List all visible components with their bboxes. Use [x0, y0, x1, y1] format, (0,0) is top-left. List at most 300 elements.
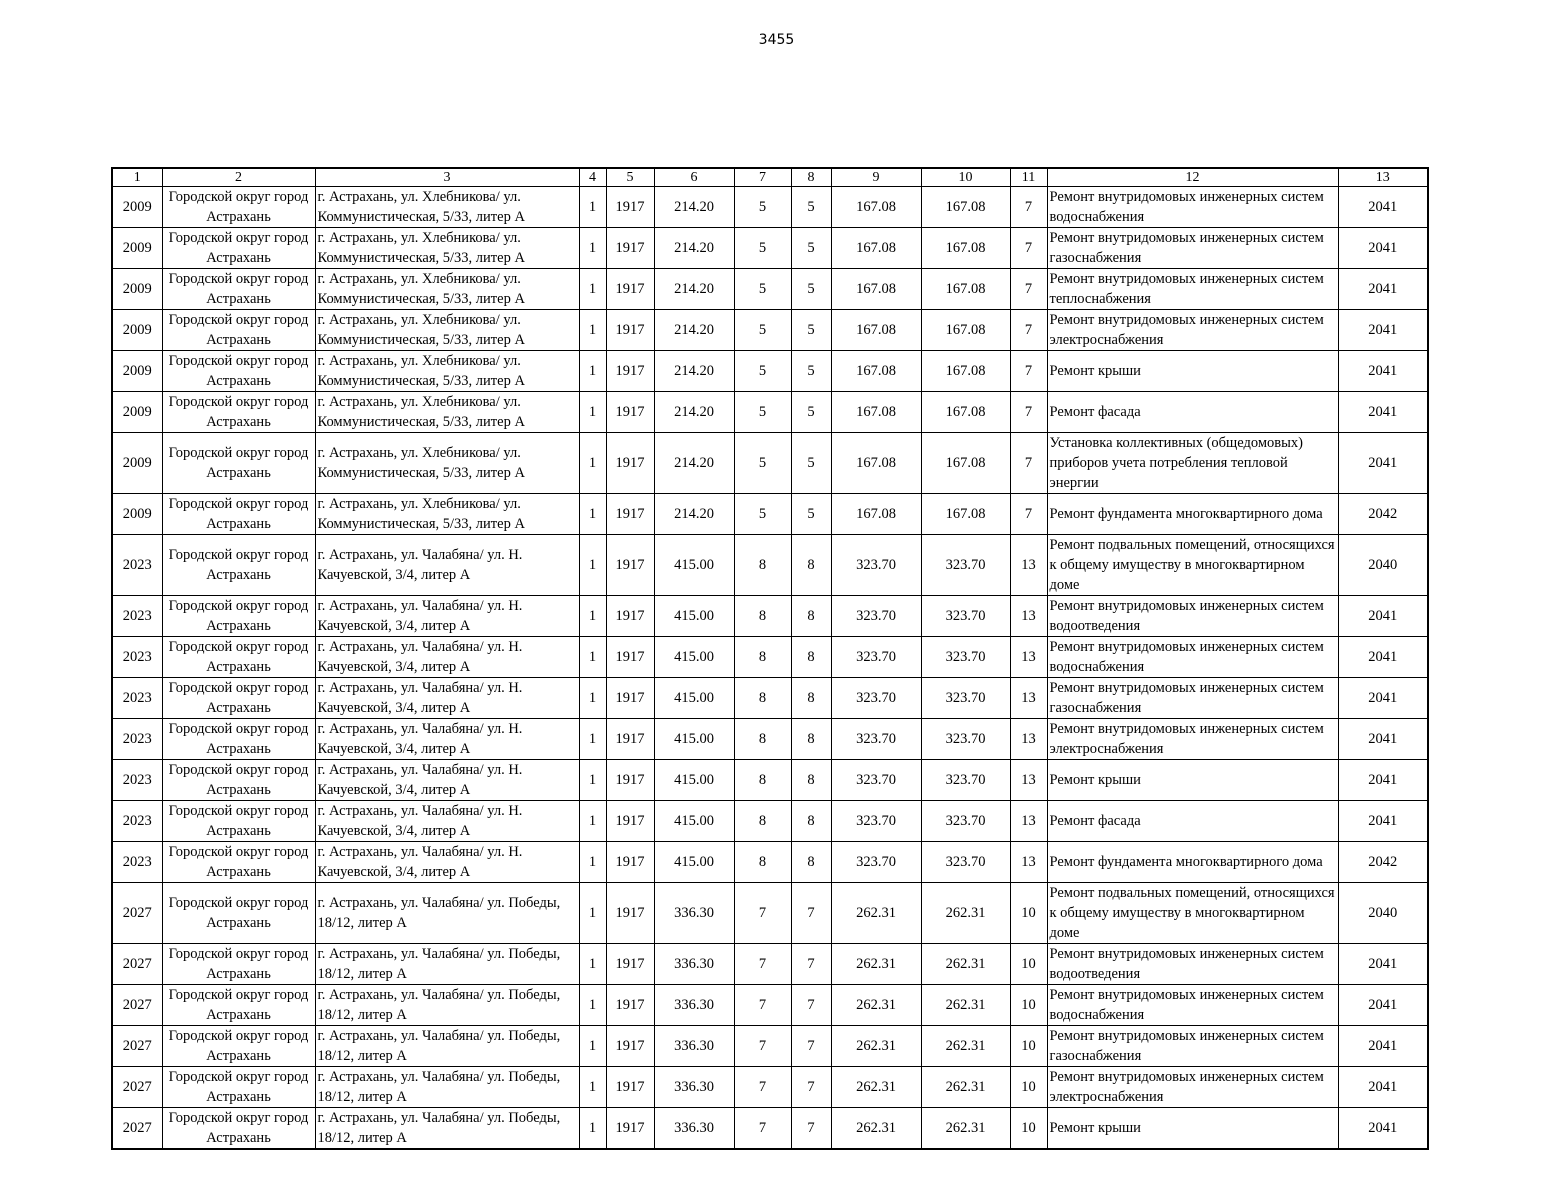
cell-house-id: 2023 [112, 596, 162, 637]
cell-total-area: 415.00 [654, 535, 734, 596]
cell-address: г. Астрахань, ул. Хлебникова/ ул. Коммунистическая, 5/33, литер А [315, 433, 579, 494]
cell-total-area: 214.20 [654, 351, 734, 392]
cell-address: г. Астрахань, ул. Чалабяна/ ул. Н. Качуевской, 3/4, литер А [315, 760, 579, 801]
cell-apartments-residential: 8 [791, 678, 831, 719]
cell-house-id: 2009 [112, 494, 162, 535]
cell-residential-area-private: 167.08 [921, 351, 1010, 392]
cell-apartments-residential: 8 [791, 801, 831, 842]
cell-address: г. Астрахань, ул. Чалабяна/ ул. Победы, 18/12, литер А [315, 985, 579, 1026]
cell-municipality: Городской округ город Астрахань [162, 801, 315, 842]
cell-residential-area-private: 323.70 [921, 719, 1010, 760]
cell-residential-area: 167.08 [831, 433, 921, 494]
cell-residential-area-private: 323.70 [921, 801, 1010, 842]
cell-residents-count: 7 [1010, 269, 1047, 310]
cell-year-built: 1917 [606, 535, 654, 596]
cell-planned-year: 2041 [1338, 985, 1428, 1026]
cell-buildings-count: 1 [579, 269, 606, 310]
table-row [112, 494, 1428, 535]
cell-apartments-residential: 7 [791, 985, 831, 1026]
cell-apartments-residential: 5 [791, 187, 831, 228]
cell-address: г. Астрахань, ул. Чалабяна/ ул. Победы, 18/12, литер А [315, 944, 579, 985]
cell-apartments-total: 5 [734, 494, 791, 535]
cell-municipality: Городской округ город Астрахань [162, 433, 315, 494]
cell-planned-year: 2041 [1338, 678, 1428, 719]
cell-residential-area-private: 167.08 [921, 310, 1010, 351]
cell-house-id: 2009 [112, 187, 162, 228]
cell-house-id: 2023 [112, 801, 162, 842]
cell-residential-area: 262.31 [831, 1026, 921, 1067]
cell-residents-count: 7 [1010, 392, 1047, 433]
table-row [112, 637, 1428, 678]
cell-year-built: 1917 [606, 494, 654, 535]
cell-municipality: Городской округ город Астрахань [162, 985, 315, 1026]
cell-residents-count: 10 [1010, 1026, 1047, 1067]
cell-residents-count: 7 [1010, 351, 1047, 392]
cell-buildings-count: 1 [579, 842, 606, 883]
cell-residential-area: 167.08 [831, 310, 921, 351]
cell-work-type: Ремонт внутридомовых инженерных систем водоотведения [1047, 596, 1338, 637]
table-row [112, 392, 1428, 433]
cell-residential-area: 323.70 [831, 637, 921, 678]
cell-residential-area: 262.31 [831, 944, 921, 985]
cell-apartments-total: 5 [734, 310, 791, 351]
table-row [112, 985, 1428, 1026]
cell-residential-area-private: 323.70 [921, 596, 1010, 637]
cell-apartments-total: 7 [734, 944, 791, 985]
cell-year-built: 1917 [606, 719, 654, 760]
cell-year-built: 1917 [606, 1108, 654, 1150]
cell-residential-area-private: 262.31 [921, 985, 1010, 1026]
cell-house-id: 2009 [112, 351, 162, 392]
cell-apartments-residential: 7 [791, 883, 831, 944]
cell-residential-area: 323.70 [831, 801, 921, 842]
cell-total-area: 214.20 [654, 228, 734, 269]
cell-address: г. Астрахань, ул. Чалабяна/ ул. Н. Качуевской, 3/4, литер А [315, 801, 579, 842]
cell-residential-area-private: 323.70 [921, 678, 1010, 719]
cell-residents-count: 13 [1010, 801, 1047, 842]
column-header: 4 [579, 168, 606, 187]
cell-buildings-count: 1 [579, 719, 606, 760]
cell-total-area: 415.00 [654, 719, 734, 760]
cell-residential-area: 167.08 [831, 228, 921, 269]
cell-residential-area-private: 262.31 [921, 1026, 1010, 1067]
cell-work-type: Ремонт фасада [1047, 801, 1338, 842]
cell-year-built: 1917 [606, 351, 654, 392]
cell-residential-area: 167.08 [831, 392, 921, 433]
cell-buildings-count: 1 [579, 433, 606, 494]
cell-total-area: 214.20 [654, 494, 734, 535]
cell-address: г. Астрахань, ул. Хлебникова/ ул. Коммунистическая, 5/33, литер А [315, 392, 579, 433]
table-row [112, 596, 1428, 637]
cell-apartments-total: 8 [734, 596, 791, 637]
cell-apartments-total: 7 [734, 1067, 791, 1108]
cell-apartments-residential: 5 [791, 310, 831, 351]
column-header: 11 [1010, 168, 1047, 187]
cell-municipality: Городской округ город Астрахань [162, 310, 315, 351]
cell-work-type: Ремонт внутридомовых инженерных систем электроснабжения [1047, 719, 1338, 760]
cell-total-area: 214.20 [654, 310, 734, 351]
cell-residents-count: 10 [1010, 883, 1047, 944]
cell-work-type: Ремонт крыши [1047, 760, 1338, 801]
cell-total-area: 415.00 [654, 760, 734, 801]
cell-work-type: Ремонт внутридомовых инженерных систем водоснабжения [1047, 985, 1338, 1026]
cell-residential-area: 323.70 [831, 760, 921, 801]
cell-apartments-total: 7 [734, 883, 791, 944]
cell-total-area: 415.00 [654, 637, 734, 678]
cell-year-built: 1917 [606, 1026, 654, 1067]
cell-residential-area-private: 167.08 [921, 187, 1010, 228]
cell-work-type: Ремонт внутридомовых инженерных систем газоснабжения [1047, 228, 1338, 269]
cell-house-id: 2023 [112, 719, 162, 760]
cell-year-built: 1917 [606, 637, 654, 678]
cell-house-id: 2023 [112, 637, 162, 678]
cell-address: г. Астрахань, ул. Чалабяна/ ул. Н. Качуевской, 3/4, литер А [315, 637, 579, 678]
cell-planned-year: 2041 [1338, 351, 1428, 392]
cell-municipality: Городской округ город Астрахань [162, 637, 315, 678]
cell-year-built: 1917 [606, 187, 654, 228]
cell-apartments-residential: 5 [791, 269, 831, 310]
cell-residential-area-private: 167.08 [921, 494, 1010, 535]
table-body [112, 187, 1428, 1150]
cell-residential-area-private: 262.31 [921, 883, 1010, 944]
cell-municipality: Городской округ город Астрахань [162, 1108, 315, 1150]
table-row [112, 433, 1428, 494]
cell-apartments-total: 5 [734, 187, 791, 228]
cell-municipality: Городской округ город Астрахань [162, 842, 315, 883]
cell-apartments-residential: 5 [791, 433, 831, 494]
cell-total-area: 336.30 [654, 944, 734, 985]
cell-residents-count: 13 [1010, 637, 1047, 678]
column-header: 3 [315, 168, 579, 187]
cell-address: г. Астрахань, ул. Чалабяна/ ул. Победы, 18/12, литер А [315, 1026, 579, 1067]
cell-residents-count: 10 [1010, 985, 1047, 1026]
cell-apartments-total: 7 [734, 985, 791, 1026]
cell-work-type: Ремонт внутридомовых инженерных систем электроснабжения [1047, 1067, 1338, 1108]
cell-house-id: 2023 [112, 535, 162, 596]
cell-municipality: Городской округ город Астрахань [162, 760, 315, 801]
cell-year-built: 1917 [606, 433, 654, 494]
cell-year-built: 1917 [606, 1067, 654, 1108]
cell-year-built: 1917 [606, 310, 654, 351]
cell-address: г. Астрахань, ул. Чалабяна/ ул. Победы, 18/12, литер А [315, 1108, 579, 1150]
cell-planned-year: 2041 [1338, 1026, 1428, 1067]
cell-apartments-residential: 5 [791, 392, 831, 433]
cell-residential-area: 167.08 [831, 269, 921, 310]
cell-residential-area-private: 167.08 [921, 433, 1010, 494]
cell-apartments-residential: 7 [791, 1108, 831, 1150]
cell-planned-year: 2041 [1338, 944, 1428, 985]
cell-municipality: Городской округ город Астрахань [162, 269, 315, 310]
cell-address: г. Астрахань, ул. Чалабяна/ ул. Победы, 18/12, литер А [315, 883, 579, 944]
cell-buildings-count: 1 [579, 596, 606, 637]
cell-buildings-count: 1 [579, 801, 606, 842]
cell-house-id: 2009 [112, 269, 162, 310]
cell-total-area: 214.20 [654, 433, 734, 494]
cell-address: г. Астрахань, ул. Хлебникова/ ул. Коммунистическая, 5/33, литер А [315, 494, 579, 535]
cell-house-id: 2027 [112, 1067, 162, 1108]
cell-residential-area: 167.08 [831, 494, 921, 535]
cell-apartments-residential: 5 [791, 494, 831, 535]
cell-residential-area-private: 323.70 [921, 637, 1010, 678]
cell-total-area: 336.30 [654, 1108, 734, 1150]
cell-address: г. Астрахань, ул. Хлебникова/ ул. Коммунистическая, 5/33, литер А [315, 228, 579, 269]
cell-apartments-total: 7 [734, 1108, 791, 1150]
cell-buildings-count: 1 [579, 535, 606, 596]
cell-work-type: Ремонт крыши [1047, 351, 1338, 392]
cell-residents-count: 7 [1010, 310, 1047, 351]
cell-planned-year: 2042 [1338, 494, 1428, 535]
cell-house-id: 2023 [112, 760, 162, 801]
cell-planned-year: 2041 [1338, 310, 1428, 351]
column-header: 8 [791, 168, 831, 187]
cell-buildings-count: 1 [579, 944, 606, 985]
cell-residential-area-private: 262.31 [921, 1067, 1010, 1108]
cell-total-area: 214.20 [654, 269, 734, 310]
cell-apartments-total: 5 [734, 392, 791, 433]
table-row [112, 719, 1428, 760]
cell-apartments-residential: 5 [791, 351, 831, 392]
column-header: 2 [162, 168, 315, 187]
cell-year-built: 1917 [606, 678, 654, 719]
cell-house-id: 2009 [112, 433, 162, 494]
cell-planned-year: 2041 [1338, 719, 1428, 760]
cell-residents-count: 7 [1010, 187, 1047, 228]
column-header: 1 [112, 168, 162, 187]
cell-apartments-residential: 8 [791, 760, 831, 801]
cell-year-built: 1917 [606, 842, 654, 883]
cell-year-built: 1917 [606, 392, 654, 433]
cell-total-area: 336.30 [654, 883, 734, 944]
cell-year-built: 1917 [606, 596, 654, 637]
cell-year-built: 1917 [606, 760, 654, 801]
cell-apartments-total: 5 [734, 351, 791, 392]
cell-residential-area-private: 262.31 [921, 944, 1010, 985]
cell-residential-area-private: 323.70 [921, 535, 1010, 596]
cell-apartments-total: 8 [734, 637, 791, 678]
cell-residential-area-private: 262.31 [921, 1108, 1010, 1150]
cell-house-id: 2027 [112, 985, 162, 1026]
cell-apartments-residential: 5 [791, 228, 831, 269]
table-row [112, 1026, 1428, 1067]
cell-address: г. Астрахань, ул. Чалабяна/ ул. Победы, 18/12, литер А [315, 1067, 579, 1108]
cell-year-built: 1917 [606, 801, 654, 842]
cell-planned-year: 2041 [1338, 1067, 1428, 1108]
cell-total-area: 415.00 [654, 678, 734, 719]
cell-residential-area: 262.31 [831, 1108, 921, 1150]
cell-address: г. Астрахань, ул. Чалабяна/ ул. Н. Качуевской, 3/4, литер А [315, 596, 579, 637]
column-header: 6 [654, 168, 734, 187]
cell-residents-count: 13 [1010, 596, 1047, 637]
table-row [112, 1067, 1428, 1108]
cell-buildings-count: 1 [579, 1026, 606, 1067]
cell-apartments-total: 7 [734, 1026, 791, 1067]
cell-residential-area: 323.70 [831, 842, 921, 883]
table-row [112, 842, 1428, 883]
cell-buildings-count: 1 [579, 228, 606, 269]
cell-municipality: Городской округ город Астрахань [162, 494, 315, 535]
table-row [112, 535, 1428, 596]
cell-residential-area: 262.31 [831, 883, 921, 944]
table-row [112, 883, 1428, 944]
cell-house-id: 2023 [112, 678, 162, 719]
cell-planned-year: 2041 [1338, 1108, 1428, 1150]
cell-house-id: 2027 [112, 883, 162, 944]
cell-house-id: 2027 [112, 1026, 162, 1067]
cell-residential-area: 262.31 [831, 1067, 921, 1108]
cell-planned-year: 2041 [1338, 187, 1428, 228]
cell-planned-year: 2042 [1338, 842, 1428, 883]
cell-municipality: Городской округ город Астрахань [162, 392, 315, 433]
cell-planned-year: 2041 [1338, 596, 1428, 637]
column-header: 10 [921, 168, 1010, 187]
table-row [112, 801, 1428, 842]
cell-total-area: 336.30 [654, 985, 734, 1026]
cell-apartments-total: 8 [734, 760, 791, 801]
cell-residents-count: 7 [1010, 433, 1047, 494]
cell-buildings-count: 1 [579, 187, 606, 228]
cell-apartments-total: 8 [734, 842, 791, 883]
cell-apartments-total: 5 [734, 228, 791, 269]
table-row [112, 678, 1428, 719]
table-row [112, 1108, 1428, 1150]
cell-residential-area-private: 323.70 [921, 842, 1010, 883]
cell-apartments-residential: 8 [791, 719, 831, 760]
cell-buildings-count: 1 [579, 985, 606, 1026]
cell-total-area: 214.20 [654, 187, 734, 228]
cell-apartments-total: 5 [734, 269, 791, 310]
cell-house-id: 2023 [112, 842, 162, 883]
cell-municipality: Городской округ город Астрахань [162, 228, 315, 269]
cell-municipality: Городской округ город Астрахань [162, 187, 315, 228]
cell-total-area: 336.30 [654, 1026, 734, 1067]
cell-work-type: Ремонт подвальных помещений, относящихся к общему имуществу в многоквартирном доме [1047, 883, 1338, 944]
cell-residents-count: 10 [1010, 944, 1047, 985]
cell-address: г. Астрахань, ул. Хлебникова/ ул. Коммунистическая, 5/33, литер А [315, 187, 579, 228]
cell-residents-count: 7 [1010, 228, 1047, 269]
table-row [112, 187, 1428, 228]
cell-total-area: 336.30 [654, 1067, 734, 1108]
cell-residential-area: 323.70 [831, 678, 921, 719]
cell-year-built: 1917 [606, 944, 654, 985]
cell-address: г. Астрахань, ул. Чалабяна/ ул. Н. Качуевской, 3/4, литер А [315, 842, 579, 883]
cell-house-id: 2009 [112, 310, 162, 351]
cell-municipality: Городской округ город Астрахань [162, 944, 315, 985]
cell-planned-year: 2041 [1338, 433, 1428, 494]
cell-total-area: 415.00 [654, 801, 734, 842]
cell-work-type: Ремонт внутридомовых инженерных систем теплоснабжения [1047, 269, 1338, 310]
page-number: 3455 [758, 32, 795, 48]
cell-residents-count: 7 [1010, 494, 1047, 535]
cell-residents-count: 13 [1010, 678, 1047, 719]
cell-residential-area-private: 167.08 [921, 269, 1010, 310]
cell-buildings-count: 1 [579, 351, 606, 392]
cell-address: г. Астрахань, ул. Хлебникова/ ул. Коммунистическая, 5/33, литер А [315, 269, 579, 310]
cell-work-type: Установка коллективных (общедомовых) приборов учета потребления тепловой энергии [1047, 433, 1338, 494]
cell-work-type: Ремонт внутридомовых инженерных систем газоснабжения [1047, 678, 1338, 719]
table-row [112, 351, 1428, 392]
table-row [112, 228, 1428, 269]
cell-residents-count: 10 [1010, 1067, 1047, 1108]
cell-residential-area: 167.08 [831, 351, 921, 392]
cell-buildings-count: 1 [579, 392, 606, 433]
cell-year-built: 1917 [606, 269, 654, 310]
column-header: 7 [734, 168, 791, 187]
cell-municipality: Городской округ город Астрахань [162, 596, 315, 637]
cell-residents-count: 13 [1010, 842, 1047, 883]
cell-work-type: Ремонт внутридомовых инженерных систем газоснабжения [1047, 1026, 1338, 1067]
cell-buildings-count: 1 [579, 760, 606, 801]
cell-municipality: Городской округ город Астрахань [162, 678, 315, 719]
cell-municipality: Городской округ город Астрахань [162, 883, 315, 944]
cell-planned-year: 2040 [1338, 535, 1428, 596]
cell-planned-year: 2041 [1338, 760, 1428, 801]
cell-work-type: Ремонт внутридомовых инженерных систем электроснабжения [1047, 310, 1338, 351]
column-header: 12 [1047, 168, 1338, 187]
cell-municipality: Городской округ город Астрахань [162, 1026, 315, 1067]
cell-residential-area: 323.70 [831, 535, 921, 596]
cell-apartments-total: 8 [734, 801, 791, 842]
cell-year-built: 1917 [606, 883, 654, 944]
cell-work-type: Ремонт крыши [1047, 1108, 1338, 1150]
cell-house-id: 2027 [112, 944, 162, 985]
cell-residential-area: 323.70 [831, 719, 921, 760]
cell-apartments-residential: 8 [791, 535, 831, 596]
cell-planned-year: 2041 [1338, 269, 1428, 310]
cell-residents-count: 13 [1010, 535, 1047, 596]
cell-address: г. Астрахань, ул. Хлебникова/ ул. Коммунистическая, 5/33, литер А [315, 310, 579, 351]
repair-schedule-table [111, 167, 1429, 1150]
cell-apartments-total: 8 [734, 719, 791, 760]
cell-work-type: Ремонт внутридомовых инженерных систем водоотведения [1047, 944, 1338, 985]
table-row [112, 944, 1428, 985]
cell-municipality: Городской округ город Астрахань [162, 535, 315, 596]
cell-residential-area: 262.31 [831, 985, 921, 1026]
column-header: 13 [1338, 168, 1428, 187]
cell-apartments-residential: 7 [791, 1026, 831, 1067]
cell-buildings-count: 1 [579, 1108, 606, 1150]
cell-work-type: Ремонт подвальных помещений, относящихся к общему имуществу в многоквартирном доме [1047, 535, 1338, 596]
cell-work-type: Ремонт фундамента многоквартирного дома [1047, 842, 1338, 883]
cell-municipality: Городской округ город Астрахань [162, 1067, 315, 1108]
cell-address: г. Астрахань, ул. Чалабяна/ ул. Н. Качуевской, 3/4, литер А [315, 719, 579, 760]
cell-planned-year: 2041 [1338, 637, 1428, 678]
cell-house-id: 2009 [112, 228, 162, 269]
cell-buildings-count: 1 [579, 678, 606, 719]
cell-apartments-residential: 7 [791, 1067, 831, 1108]
cell-municipality: Городской округ город Астрахань [162, 351, 315, 392]
cell-apartments-total: 5 [734, 433, 791, 494]
cell-work-type: Ремонт фундамента многоквартирного дома [1047, 494, 1338, 535]
cell-apartments-residential: 8 [791, 637, 831, 678]
column-header: 9 [831, 168, 921, 187]
cell-buildings-count: 1 [579, 310, 606, 351]
cell-buildings-count: 1 [579, 494, 606, 535]
cell-house-id: 2009 [112, 392, 162, 433]
cell-year-built: 1917 [606, 228, 654, 269]
cell-address: г. Астрахань, ул. Хлебникова/ ул. Коммунистическая, 5/33, литер А [315, 351, 579, 392]
cell-residents-count: 13 [1010, 719, 1047, 760]
table-row [112, 760, 1428, 801]
cell-apartments-total: 8 [734, 535, 791, 596]
cell-planned-year: 2041 [1338, 801, 1428, 842]
cell-apartments-residential: 7 [791, 944, 831, 985]
column-number-row [112, 168, 1428, 187]
table-row [112, 310, 1428, 351]
cell-municipality: Городской округ город Астрахань [162, 719, 315, 760]
cell-residential-area: 167.08 [831, 187, 921, 228]
cell-buildings-count: 1 [579, 883, 606, 944]
cell-residents-count: 13 [1010, 760, 1047, 801]
